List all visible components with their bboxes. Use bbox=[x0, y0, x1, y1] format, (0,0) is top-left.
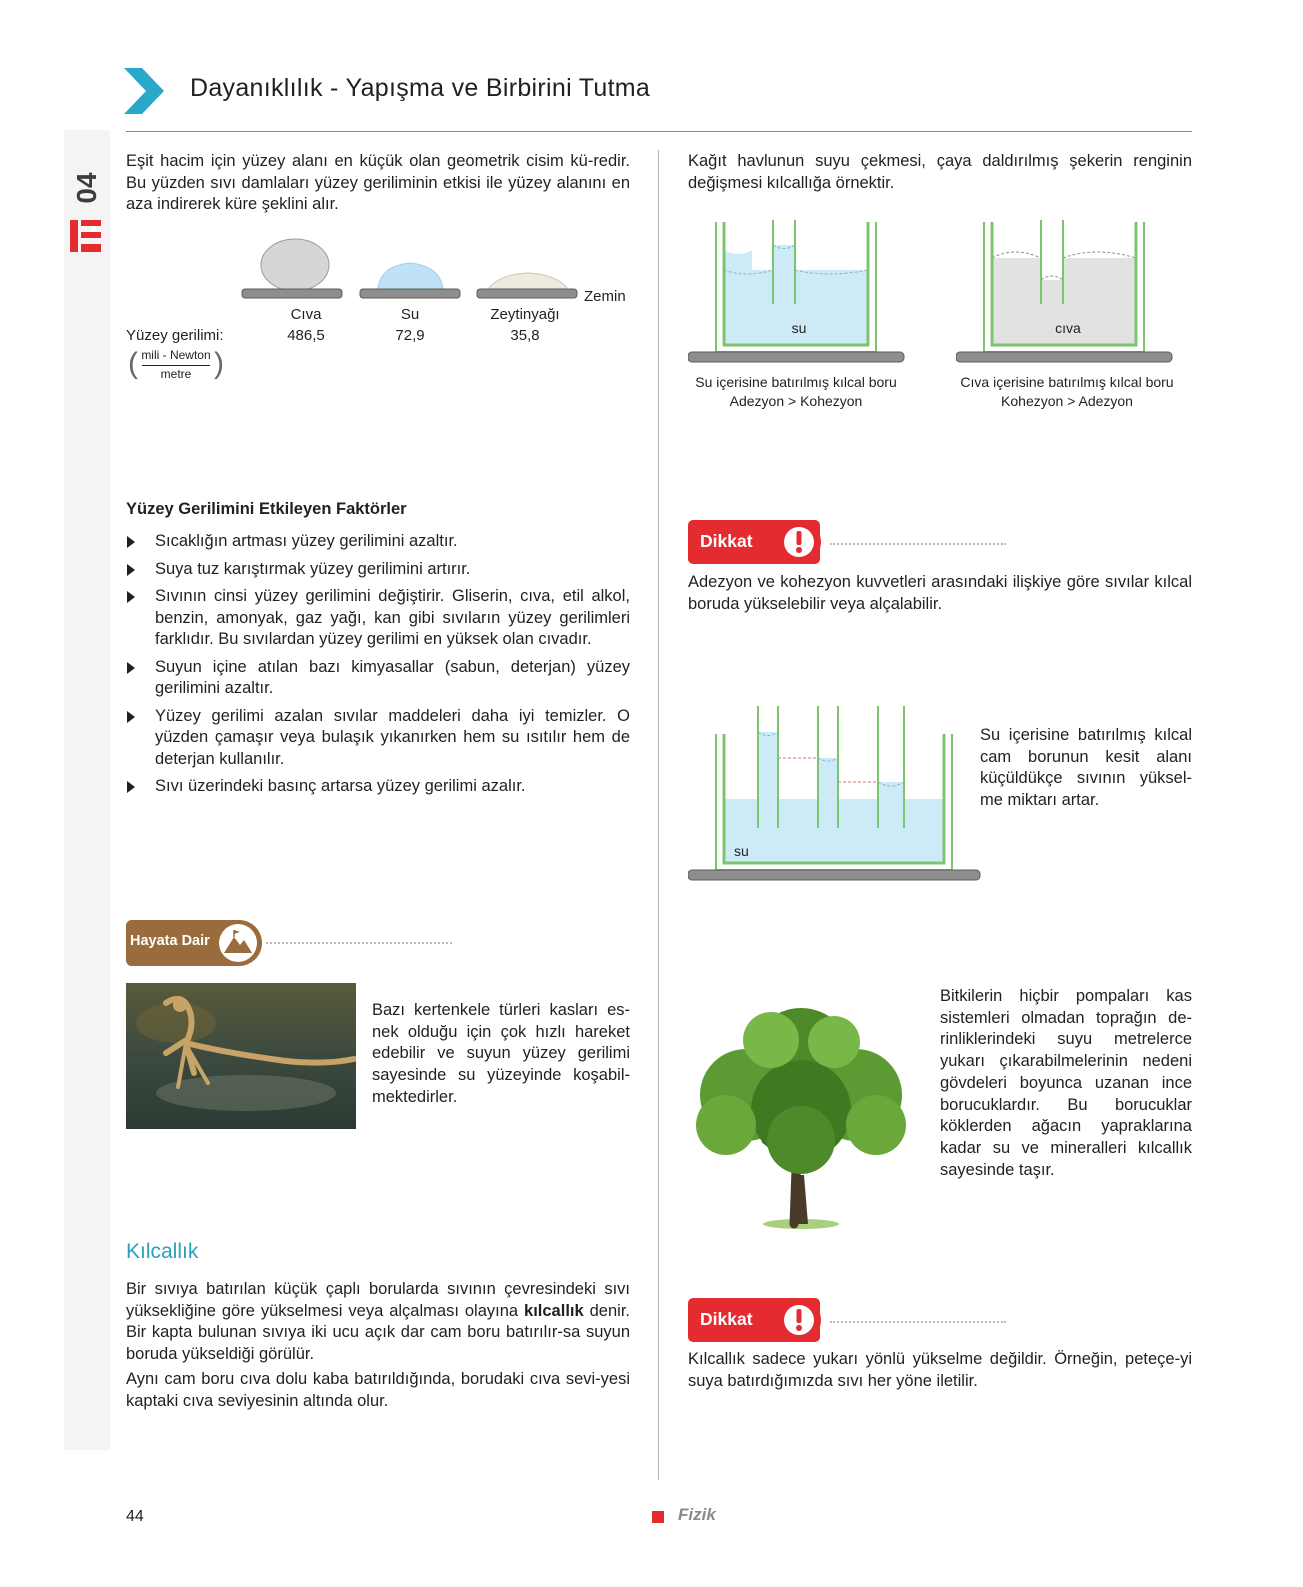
mercury-tube-figure bbox=[956, 220, 1176, 366]
droplets-figure bbox=[240, 238, 594, 306]
civa-plate bbox=[242, 289, 342, 298]
factors-heading: Yüzey Gerilimini Etkileyen Faktörler bbox=[126, 500, 407, 518]
mountain-icon bbox=[218, 923, 258, 963]
droplet-name-zeytinyagi: Zeytinyağı bbox=[490, 306, 560, 323]
warning-icon bbox=[776, 1297, 822, 1343]
lizard-photo bbox=[126, 983, 356, 1129]
mercury-tube-caption: Cıva içerisine batırılmış kılcal boru Kohezyon > Adezyon bbox=[960, 374, 1174, 409]
column-divider bbox=[658, 150, 659, 1480]
warning-icon bbox=[776, 519, 822, 565]
list-item: Suyun içine atılan bazı kimyasallar (sabun, deterjan) yüzey gerilimini azaltır. bbox=[126, 657, 630, 700]
left-intro: Eşit hacim için yüzey alanı en küçük olan geometrik cisim kü-redir. Bu yüzden sıvı damlaları yüzey geriliminin etkisi ile yüzey alanını en aza indirerek küre şeklini alır. bbox=[126, 152, 630, 214]
header-rule bbox=[126, 131, 1192, 132]
multi-tube-text: Su içerisine batırılmış kılcal cam borunun kesit alanı küçüldükçe sıvının yüksel-me miktarı artar. bbox=[980, 726, 1192, 810]
civa-droplet bbox=[261, 239, 329, 291]
list-item: Sıvının cinsi yüzey gerilimini değiştirir. Gliserin, cıva, etil alkol, benzin, amonyak, gaz yağı, kan gibi sıvıların yüzey gerilimleri farklıdır. Bu sıvılardan yüzey gerilimi en yüksek olan cıvadır. bbox=[126, 586, 630, 651]
kilcallik-title: Kılcallık bbox=[126, 1240, 199, 1263]
zeytinyagi-plate bbox=[477, 289, 577, 298]
water-tube-figure bbox=[688, 220, 908, 366]
hayata-dotted-line bbox=[266, 942, 452, 944]
hayata-dair-label: Hayata Dair bbox=[130, 933, 210, 949]
list-item: Sıcaklığın artması yüzey gerilimini azaltır. bbox=[126, 531, 630, 553]
su-plate bbox=[360, 289, 460, 298]
unit-denominator: metre bbox=[160, 367, 192, 381]
droplet-name-su: Su bbox=[400, 306, 420, 323]
hayata-text: Bazı kertenkele türleri kasları es-nek olduğu için çok hızlı hareket edebilir ve suyun yüzey gerilimi sayesinde su yüzeyinde koşabil-mektedirler. bbox=[372, 1001, 630, 1106]
dikkat-dotted-line-2 bbox=[830, 1321, 1006, 1323]
multi-tube-liquid-label: su bbox=[734, 843, 749, 859]
list-item: Yüzey gerilimi azalan sıvılar maddeleri daha iyi temizler. O yüzden çamaşır veya bulaşık yıkanırken hem su ısıtılır hem de deterjan kullanılır. bbox=[126, 706, 630, 771]
droplet-name-civa: Cıva bbox=[290, 306, 322, 323]
dikkat-label-1: Dikkat bbox=[700, 531, 753, 551]
ground-label: Zemin bbox=[584, 288, 626, 305]
tree-text: Bitkilerin hiçbir pompaları kas sistemleri olmadan toprağın de-rinliklerindeki suyu metrelerce yukarı çıkarabilmelerinin nedeni gövdeleri boyunca uzanan ince borucuklardır. Bu borucuklar köklerden ağacın yapraklarına kadar su ve mineralleri kılcallık sayesinde taşır. bbox=[940, 987, 1192, 1179]
kilcallik-paragraph-1: Bir sıvıya batırılan küçük çaplı borularda sıvının çevresindeki sıvı yüksekliğine göre yükselmesi veya alçalması olayına kılcallık denir. Bir kapta bulunan sıvıya iki ucu açık dar cam boru batırılır-sa suyun boruda yükseldiği görülür. bbox=[126, 1280, 630, 1364]
water-tube-caption: Su içerisine batırılmış kılcal boru Adezyon > Kohezyon bbox=[695, 374, 897, 409]
droplet-value-zeytinyagi: 35,8 bbox=[510, 327, 540, 344]
droplet-value-su: 72,9 bbox=[395, 327, 425, 344]
dikkat-box-1 bbox=[688, 520, 826, 568]
list-item: Suya tuz karıştırmak yüzey gerilimini artırır. bbox=[126, 559, 630, 581]
footer-subject: Fizik bbox=[678, 1505, 716, 1524]
side-tab-number: 04 bbox=[71, 172, 102, 204]
dikkat-box-2 bbox=[688, 1298, 826, 1346]
unit-fraction: ( ) mili - Newton metre bbox=[128, 347, 224, 381]
dikkat-label-2: Dikkat bbox=[700, 1309, 753, 1329]
tree-illustration bbox=[686, 1000, 916, 1232]
chapter-title: Dayanıklılık - Yapışma ve Birbirini Tutma bbox=[190, 74, 651, 102]
su-droplet bbox=[378, 263, 443, 289]
dikkat-text-2: Kılcallık sadece yukarı yönlü yükselme değildir. Örneğin, peteçe-yi suya batırdığımızda sıvı her yöne iletilir. bbox=[688, 1350, 1192, 1390]
hayata-dair-badge bbox=[126, 920, 262, 966]
water-tube-liquid-label: su bbox=[791, 320, 807, 336]
surface-tension-label: Yüzey gerilimi: bbox=[126, 327, 224, 344]
zeytinyagi-droplet bbox=[488, 273, 568, 289]
page-number: 44 bbox=[126, 1508, 144, 1525]
side-strip bbox=[64, 130, 110, 1450]
droplet-value-civa: 486,5 bbox=[287, 327, 325, 344]
right-intro: Kağıt havlunun suyu çekmesi, çaya daldırılmış şekerin renginin değişmesi kılcallığa örnektir. bbox=[688, 152, 1192, 192]
kilcallik-paragraph-2: Aynı cam boru cıva dolu kaba batırıldığında, borudaki cıva sevi-yesi kaptaki cıva seviyesinin altında olur. bbox=[126, 1370, 630, 1410]
dikkat-text-1: Adezyon ve kohezyon kuvvetleri arasındaki ilişkiye göre sıvılar kılcal boruda yükselebilir veya alçalabilir. bbox=[688, 573, 1192, 613]
unit-numerator: mili - Newton bbox=[141, 348, 211, 362]
side-tab bbox=[66, 150, 106, 260]
list-item: Sıvı üzerindeki basınç artarsa yüzey gerilimi azalır. bbox=[126, 776, 630, 798]
mercury-tube-liquid-label: cıva bbox=[1055, 320, 1081, 336]
chapter-arrow-icon bbox=[124, 68, 166, 114]
fizik-logo-icon bbox=[66, 216, 106, 256]
factors-list bbox=[126, 531, 630, 804]
multi-tube-figure bbox=[688, 706, 988, 886]
footer-square-icon bbox=[652, 1511, 664, 1523]
dikkat-dotted-line-1 bbox=[830, 543, 1006, 545]
